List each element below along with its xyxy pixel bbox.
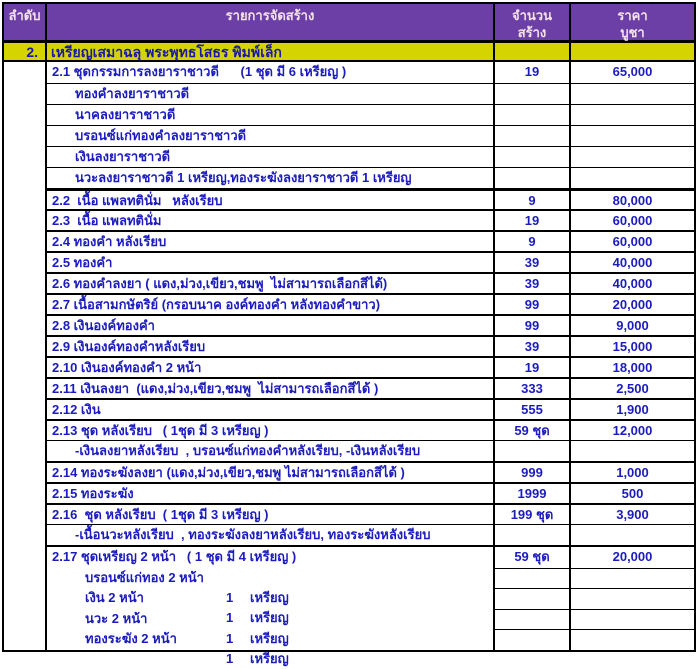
price-cell xyxy=(569,105,694,125)
qty-cell: 19 xyxy=(493,62,569,83)
price-cell xyxy=(569,147,694,167)
qty-cell xyxy=(493,525,569,545)
qty-cell: 9 xyxy=(493,232,569,251)
qty-cell xyxy=(495,588,569,609)
price-cell: 65,000 xyxy=(569,62,694,83)
price-cell: 60,000 xyxy=(569,232,694,251)
item-label: 2.16 ชุด หลังเรียบ ( 1ชุด มี 3 เหรียญ ) xyxy=(52,507,269,522)
price-cell: 1,000 xyxy=(569,463,694,482)
section-row xyxy=(4,43,694,62)
table-row-group xyxy=(47,545,694,667)
table-row xyxy=(47,125,694,146)
item-label: 2.7 เนื้อสามกษัตริย์ (กรอบนาค องค์ทองคำ หลังทองคำขาว) xyxy=(52,297,381,312)
qty-cell: 39 xyxy=(493,337,569,356)
item-label: 2.2 เนื้อ แพลทตินั่ม หลังเรียบ xyxy=(52,193,223,208)
qty-cell xyxy=(495,609,569,630)
qty-cell xyxy=(493,126,569,146)
table-row xyxy=(47,293,694,314)
qty-cell: 9 xyxy=(493,191,569,209)
qty-cell: 19 xyxy=(493,211,569,230)
qty-cell: 39 xyxy=(493,274,569,293)
item-cell xyxy=(47,84,493,104)
qty-cell xyxy=(493,105,569,125)
section-number: 2. xyxy=(4,43,47,60)
table-row xyxy=(47,377,694,398)
qty-cell: 39 xyxy=(493,253,569,272)
table-body xyxy=(4,62,694,667)
qty-cell: 555 xyxy=(493,400,569,419)
price-cell xyxy=(569,84,694,104)
price-cell xyxy=(571,629,694,650)
price-table xyxy=(2,2,696,667)
qty-cell xyxy=(493,84,569,104)
qty-cell: 333 xyxy=(493,379,569,398)
item-label: 2.9 เงินองค์ทองคำหลังเรียบ xyxy=(52,339,206,354)
sub-item-count: 1 xyxy=(226,651,234,667)
price-cell: 1,900 xyxy=(569,400,694,419)
table-header xyxy=(4,4,694,43)
item-label: 2.14 ทองระฆังลงยา (แดง,ม่วง,เขียว,ชมพู ไม่สามารถเลือกสีได้ ) xyxy=(52,465,405,480)
sub-item-unit: เหรียญ xyxy=(250,651,289,667)
price-cell xyxy=(571,588,694,609)
price-cell: 12,000 xyxy=(569,421,694,440)
table-row xyxy=(47,230,694,251)
price-cell: 18,000 xyxy=(569,358,694,377)
section-qty-cell xyxy=(493,43,569,60)
qty-cell: 99 xyxy=(493,295,569,314)
qty-stack xyxy=(493,547,569,650)
qty-cell: 99 xyxy=(493,316,569,335)
header-col-item: รายการจัดสร้าง xyxy=(225,8,315,23)
item-label: 2.12 เงิน xyxy=(52,402,101,417)
table-row xyxy=(47,188,694,209)
table-row xyxy=(47,146,694,167)
qty-cell xyxy=(495,568,569,589)
section-price-cell xyxy=(569,43,694,60)
sub-item-label: บรอนซ์แก่ทองคำลงยาราชาวดี xyxy=(75,128,247,143)
table-row xyxy=(47,62,694,83)
item-label: 2.10 เงินองค์ทองคำ 2 หน้า xyxy=(52,360,202,375)
header-col-qty xyxy=(493,4,569,40)
sub-item-count: 1 xyxy=(226,610,234,626)
item-label: 2.3 เนื้อ แพลทตินั่ม xyxy=(52,213,162,228)
price-cell xyxy=(569,525,694,545)
header-col-qty-line2: สร้าง xyxy=(517,25,547,40)
header-col-qty-line1: จำนวน xyxy=(512,8,552,23)
table-row xyxy=(47,356,694,377)
item-label: 2.15 ทองระฆัง xyxy=(52,486,134,501)
item-cell xyxy=(47,126,493,146)
header-col-price-line1: ราคา xyxy=(617,8,648,23)
price-cell: 40,000 xyxy=(569,253,694,272)
section-title: เหรียญเสมาฉลุ พระพุทธโสธร พิมพ์เล็ก xyxy=(51,44,282,60)
price-cell: 3,900 xyxy=(569,505,694,524)
table-row xyxy=(47,167,694,188)
price-cell: 9,000 xyxy=(569,316,694,335)
qty-cell: 59 ชุด xyxy=(514,549,550,564)
qty-cell xyxy=(493,168,569,188)
qty-cell: 59 ชุด xyxy=(493,421,569,440)
header-col-price xyxy=(569,4,694,40)
price-cell xyxy=(571,568,694,589)
sub-item-label: บรอนซ์แก่ทอง 2 หน้า xyxy=(85,569,204,585)
item-label: -เงินลงยาหลังเรียบ , บรอนซ์แก่ทองคำหลังเรียบ, -เงินหลังเรียบ xyxy=(75,443,421,458)
table-row xyxy=(47,251,694,272)
sub-item-label: นาคลงยาราชาวดี xyxy=(75,107,176,122)
order-column-empty-cell xyxy=(4,62,47,650)
sub-item-count: 1 xyxy=(226,630,234,646)
item-label: 2.17 ชุดเหรียญ 2 หน้า ( 1 ชุด มี 4 เหรียญ ) xyxy=(52,549,297,564)
item-label: 2.1 ชุดกรรมการลงยาราชาวดี (1 ชุด มี 6 เหรียญ ) xyxy=(52,64,347,79)
qty-cell: 19 xyxy=(493,358,569,377)
sub-item-label: นวะ 2 หน้า xyxy=(85,610,148,626)
price-cell: 500 xyxy=(569,484,694,503)
table-row xyxy=(47,482,694,503)
sub-item-unit: เหรียญ xyxy=(250,630,289,646)
price-cell: 40,000 xyxy=(569,274,694,293)
item-label: 2.5 ทองคำ xyxy=(52,255,113,270)
sub-item-unit: เหรียญ xyxy=(250,589,289,605)
price-cell xyxy=(569,126,694,146)
table-row xyxy=(47,209,694,230)
table-row xyxy=(47,503,694,524)
sub-item-line xyxy=(47,629,493,667)
item-label: 2.11 เงินลงยา (แดง,ม่วง,เขียว,ชมพู ไม่สามารถเลือกสีได้ ) xyxy=(52,381,379,396)
table-row xyxy=(47,314,694,335)
table-row xyxy=(47,440,694,461)
price-cell: 60,000 xyxy=(569,211,694,230)
sub-item-count: 1 xyxy=(226,589,234,605)
qty-cell: 1999 xyxy=(493,484,569,503)
table-row xyxy=(47,524,694,545)
header-col-order: ลำดับ xyxy=(4,4,47,40)
item-label: 2.13 ชุด หลังเรียบ ( 1ชุด มี 3 เหรียญ ) xyxy=(52,423,269,438)
table-row xyxy=(47,335,694,356)
item-cell xyxy=(47,105,493,125)
table-row xyxy=(47,83,694,104)
price-cell: 20,000 xyxy=(569,295,694,314)
price-cell xyxy=(571,609,694,630)
item-label: นวะลงยาราชาวดี 1 เหรียญ,ทองระฆังลงยาราชาวดี 1 เหรียญ xyxy=(75,170,412,185)
sub-item-label: ทองคำลงยาราชาวดี xyxy=(75,86,190,101)
item-label: 2.4 ทองคำ หลังเรียบ xyxy=(52,234,167,249)
item-label: 2.8 เงินองค์ทองคำ xyxy=(52,318,155,333)
item-label: -เนื้อนวะหลังเรียบ , ทองระฆังลงยาหลังเรียบ, ทองระฆังหลังเรียบ xyxy=(75,527,431,542)
sub-item-label: เงิน 2 หน้า xyxy=(85,590,144,606)
item-cell xyxy=(47,147,493,167)
table-row xyxy=(47,398,694,419)
item-cell xyxy=(47,547,493,667)
sub-item-label: เงินลงยาราชาวดี xyxy=(75,149,171,164)
qty-cell xyxy=(493,147,569,167)
table-row xyxy=(47,104,694,125)
item-label: 2.6 ทองคำลงยา ( แดง,ม่วง,เขียว,ชมพู ไม่สามารถเลือกสีได้) xyxy=(52,276,388,291)
sub-item-unit: เหรียญ xyxy=(250,610,289,626)
table-row xyxy=(47,272,694,293)
header-col-price-line2: บูชา xyxy=(620,25,645,40)
qty-cell xyxy=(493,441,569,461)
qty-cell xyxy=(495,629,569,650)
rows-container xyxy=(47,62,694,667)
price-cell: 80,000 xyxy=(569,191,694,209)
price-cell: 20,000 xyxy=(612,549,653,564)
table-row xyxy=(47,461,694,482)
table-row xyxy=(47,419,694,440)
price-stack xyxy=(569,547,694,650)
qty-cell: 999 xyxy=(493,463,569,482)
qty-cell: 199 ชุด xyxy=(493,505,569,524)
price-cell: 15,000 xyxy=(569,337,694,356)
price-cell xyxy=(569,168,694,188)
price-cell xyxy=(569,441,694,461)
sub-item-label: ทองระฆัง 2 หน้า xyxy=(85,631,177,647)
price-cell: 2,500 xyxy=(569,379,694,398)
